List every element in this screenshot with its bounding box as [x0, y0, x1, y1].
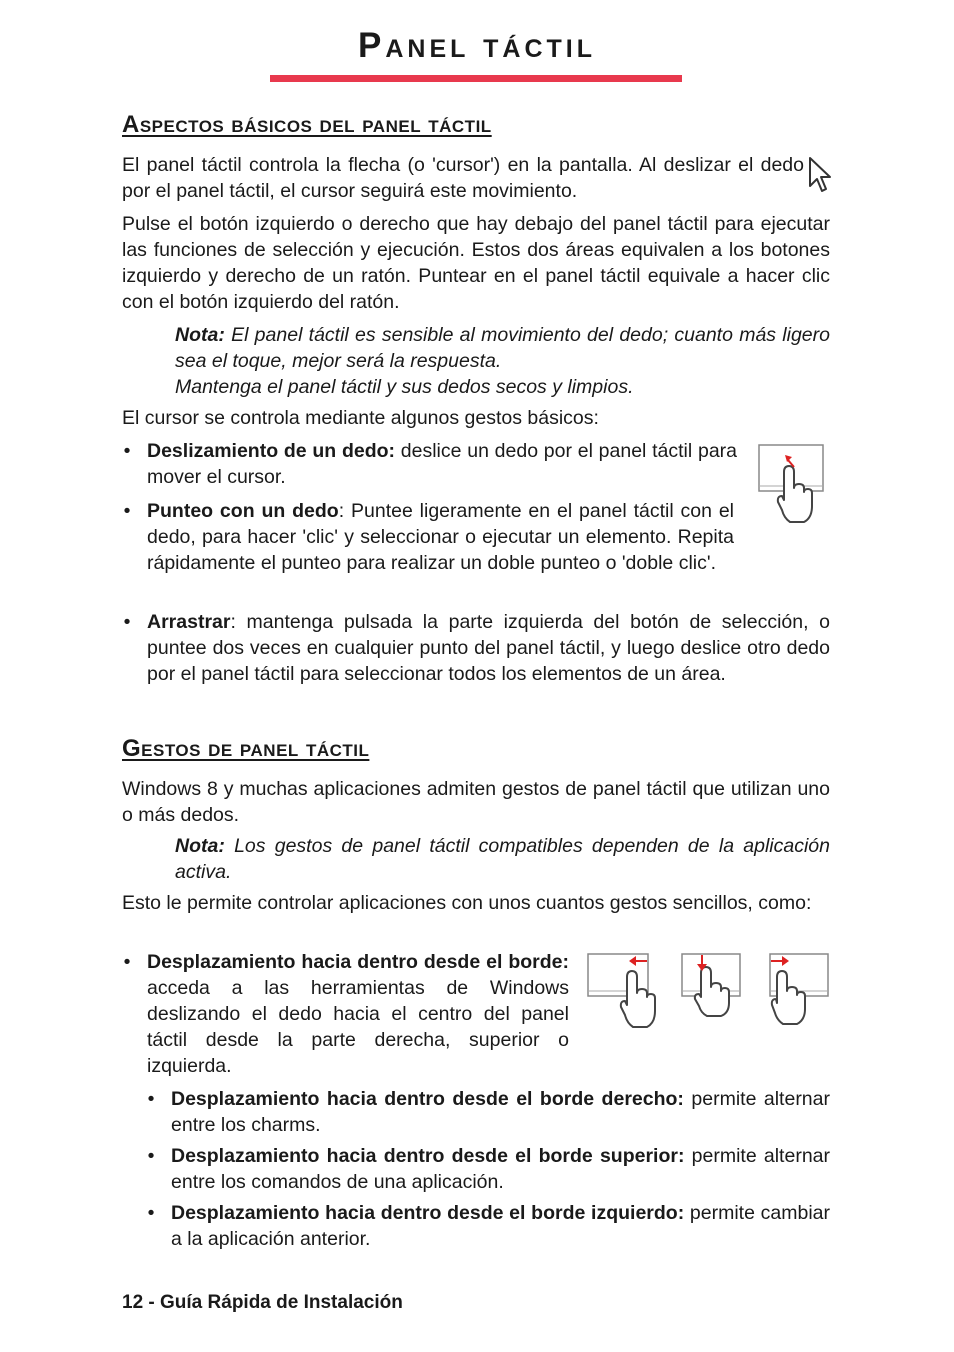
list-item-text: permite alternar entre los comandos de una aplicación.: [171, 1145, 830, 1193]
paragraph-windows8: Windows 8 y muchas aplicaciones admiten gestos de panel táctil que utilizan uno o más dedos.: [122, 778, 830, 826]
list-item-text: acceda a las herramientas de Windows deslizando el dedo hacia el centro del panel táctil desde la parte derecha, superior o izquierda.: [147, 977, 569, 1077]
section-heading-basics: Aspectos básicos del panel táctil: [122, 111, 492, 138]
list-item-bold: Arrastrar: [147, 611, 231, 633]
sub-list-item-right-edge: [171, 1086, 830, 1138]
paragraph-gestures-intro: El cursor se controla mediante algunos gestos básicos:: [122, 407, 599, 429]
touchpad-swipe-right-edge-icon: [587, 953, 662, 1029]
list-item-bold: Deslizamiento de un dedo:: [147, 440, 396, 462]
paragraph-control: Esto le permite controlar aplicaciones con unos cuantos gestos sencillos, como:: [122, 892, 812, 914]
note-text: Los gestos de panel táctil compatibles dependen de la aplicación activa.: [175, 835, 830, 883]
bullet-marker: •: [123, 500, 131, 522]
list-item-tap: [147, 498, 830, 576]
list-item-text: deslice un dedo por el panel táctil para mover el cursor.: [147, 440, 737, 488]
list-item-text: : Puntee ligeramente en el panel táctil con el dedo, para hacer 'clic' y seleccionar o ejecutar un elemento. Repita rápidamente el punteo para realizar un doble punteo o 'doble clic'.: [147, 500, 735, 574]
sub-list-item-left-edge: [171, 1200, 830, 1252]
note-clean: Mantenga el panel táctil y sus dedos secos y limpios.: [175, 376, 634, 398]
bullet-marker: •: [147, 1145, 155, 1167]
note-label: Nota:: [175, 835, 225, 857]
list-item-text: : mantenga pulsada la parte izquierda del botón de selección, o puntee dos veces en cualquier punto del panel táctil, y luego deslice otro dedo por el panel táctil para seleccionar todos los elementos de un área.: [147, 611, 830, 685]
touchpad-slide-icon: [758, 444, 826, 526]
note-compatible: [175, 833, 830, 885]
list-item-bold: Desplazamiento hacia dentro desde el borde:: [147, 951, 569, 973]
paragraph-buttons: Pulse el botón izquierdo o derecho que hay debajo del panel táctil para ejecutar las funciones de selección y ejecución. Estos dos áreas equivalen a los botones izquierdo y derecho de un ratón. Puntear en el panel táctil equivale a hacer clic con el botón izquierdo del ratón.: [122, 213, 830, 313]
note-label: Nota:: [175, 324, 225, 346]
page-title: Panel táctil: [358, 26, 596, 65]
sub-list-item-top-edge: [171, 1143, 830, 1195]
bullet-marker: •: [147, 1202, 155, 1224]
list-item-bold: Desplazamiento hacia dentro desde el borde superior:: [171, 1145, 685, 1167]
page-footer: 12 - Guía Rápida de Instalación: [122, 1292, 403, 1313]
list-item-bold: Desplazamiento hacia dentro desde el borde izquierdo:: [171, 1202, 685, 1224]
bullet-marker: •: [123, 951, 131, 973]
cursor-arrow-icon: [808, 156, 832, 196]
list-item-text: permite alternar entre los charms.: [171, 1088, 830, 1136]
list-item-bold: Desplazamiento hacia dentro desde el borde derecho:: [171, 1088, 684, 1110]
bullet-marker: •: [123, 611, 131, 633]
list-item-text: permite cambiar a la aplicación anterior.: [171, 1202, 831, 1250]
paragraph-intro: El panel táctil controla la flecha (o 'cursor') en la pantalla. Al deslizar el dedo por el panel táctil, el cursor seguirá este movimiento.: [122, 154, 804, 202]
list-item-bold: Punteo con un dedo: [147, 500, 339, 522]
note-text: El panel táctil es sensible al movimiento del dedo; cuanto más ligero sea el toque, mejor será la respuesta.: [175, 324, 830, 372]
list-item-drag: [147, 609, 830, 687]
list-item-edge-swipe: [147, 949, 569, 1079]
bullet-marker: •: [123, 440, 131, 462]
title-underline: [270, 75, 682, 82]
bullet-marker: •: [147, 1088, 155, 1110]
touchpad-swipe-top-edge-icon: [681, 953, 743, 1019]
list-item-slide: [147, 438, 737, 490]
section-heading-gestures: Gestos de panel táctil: [122, 735, 370, 762]
note-sensitivity: [175, 322, 830, 374]
touchpad-swipe-left-edge-icon: [769, 953, 831, 1027]
